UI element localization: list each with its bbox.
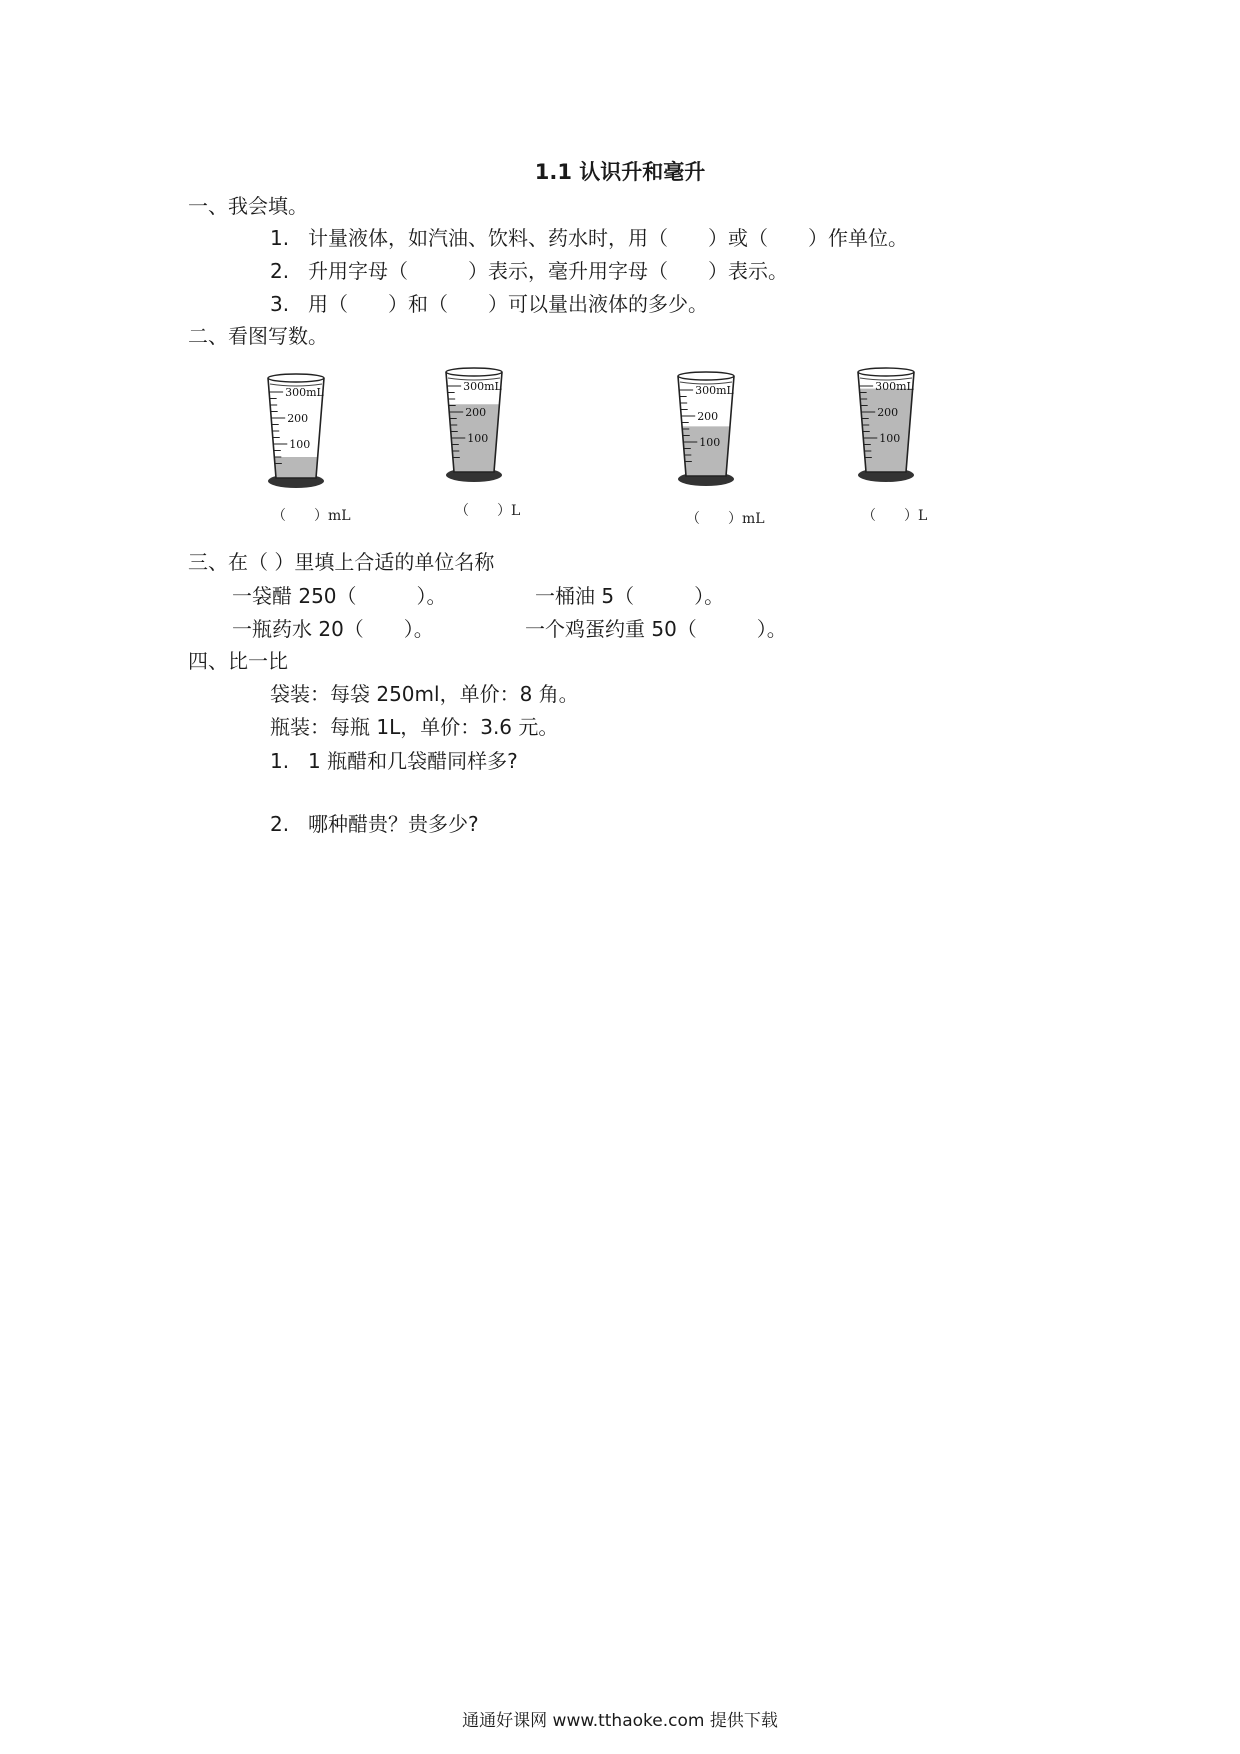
tick-label: 100 — [699, 436, 721, 449]
s4-bottle-info: 瓶装：每瓶 1L，单价：3.6 元。 — [270, 715, 559, 739]
section3-heading: 三、在（ ）里填上合适的单位名称 — [188, 550, 495, 574]
cylinder-rim — [858, 368, 914, 376]
page-title: 1.1 认识升和毫升 — [534, 160, 706, 184]
s4-question-2 — [270, 808, 479, 837]
tick-label: 100 — [289, 438, 311, 451]
s1-item-1-text: 计量液体，如汽油、饮料、药水时，用（ ）或（ ）作单位。 — [308, 226, 908, 250]
cylinder-3-caption: （ ）mL — [686, 511, 765, 527]
liquid-fill — [682, 426, 730, 476]
s1-item-3-text: 用（ ）和（ ）可以量出液体的多少。 — [308, 292, 708, 316]
s4-question-1 — [270, 745, 518, 774]
tick-label: 100 — [467, 432, 489, 445]
section1-heading: 一、我会填。 — [188, 194, 308, 218]
tick-label: 300mL — [463, 380, 502, 393]
liquid-fill — [274, 457, 317, 478]
cylinder-4-caption: （ ）L — [862, 508, 928, 524]
s1-item-2-text: 升用字母（ ）表示，毫升用字母（ ）表示。 — [308, 259, 788, 283]
tick-label: 300mL — [285, 386, 324, 399]
section2-heading: 二、看图写数。 — [188, 324, 328, 348]
tick-label: 200 — [877, 406, 899, 419]
cylinder-rim — [446, 368, 502, 376]
footer-credit: 通通好课网 www.tthaoke.com 提供下载 — [462, 1711, 778, 1731]
tick-label: 200 — [287, 412, 309, 425]
s1-item-2 — [270, 255, 788, 284]
s4-q2-text: 哪种醋贵？贵多少? — [308, 812, 479, 836]
tick-label: 300mL — [695, 384, 734, 397]
tick-label: 200 — [697, 410, 719, 423]
cylinder-rim — [678, 372, 734, 380]
s1-item-1 — [270, 222, 908, 251]
s4-q1-num: 1. — [270, 749, 290, 773]
s3-row1-left: 一袋醋 250（ ）。 — [232, 584, 447, 608]
measuring-cylinder-1 — [262, 368, 332, 493]
tick-label: 100 — [879, 432, 901, 445]
s1-item-3-num: 3. — [270, 292, 290, 316]
s3-row2-left: 一瓶药水 20（ ）。 — [232, 617, 434, 641]
s3-row1-right: 一桶油 5（ ）。 — [535, 584, 725, 608]
cylinder-2-caption: （ ）L — [455, 503, 521, 519]
s1-item-2-num: 2. — [270, 259, 290, 283]
cylinder-1-caption: （ ）mL — [272, 508, 351, 524]
cylinder-rim — [268, 374, 324, 382]
s4-bag-info: 袋装：每袋 250ml，单价：8 角。 — [270, 682, 579, 706]
s4-q1-text: 1 瓶醋和几袋醋同样多? — [308, 749, 518, 773]
s3-row2-right: 一个鸡蛋约重 50（ ）。 — [525, 617, 787, 641]
measuring-cylinder-4 — [852, 362, 922, 487]
tick-label: 200 — [465, 406, 487, 419]
s4-q2-num: 2. — [270, 812, 290, 836]
measuring-cylinder-3 — [672, 366, 742, 491]
section4-heading: 四、比一比 — [188, 649, 288, 673]
liquid-fill — [859, 389, 912, 472]
s1-item-3 — [270, 288, 708, 317]
tick-label: 300mL — [875, 380, 914, 393]
s1-item-1-num: 1. — [270, 226, 290, 250]
measuring-cylinder-2 — [440, 362, 510, 487]
